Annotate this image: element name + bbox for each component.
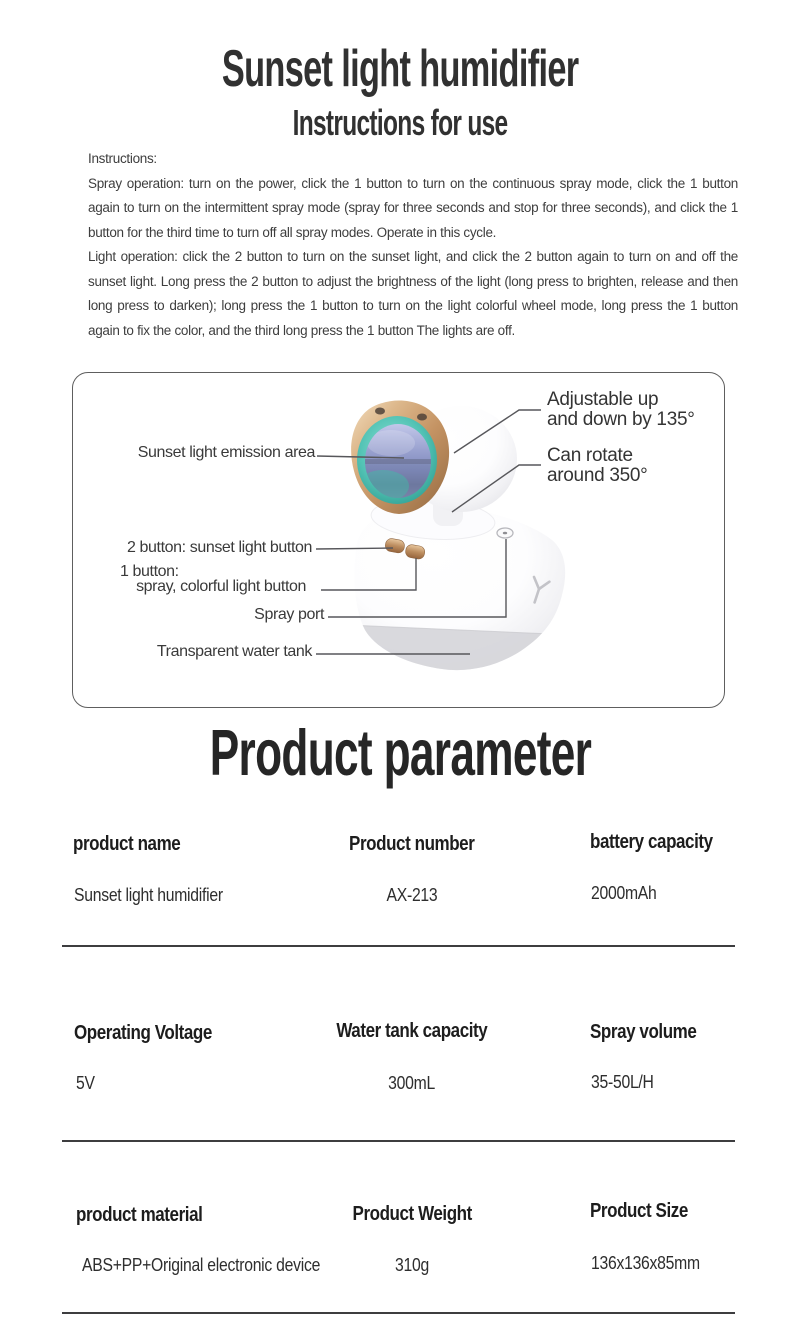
table-divider-2 <box>62 1140 735 1142</box>
label-adjustable: Adjustable up and down by 135° <box>547 389 695 430</box>
param-label-spray-volume: Spray volume <box>590 1021 697 1043</box>
label-water-tank: Transparent water tank <box>156 643 312 660</box>
param-value-spray-volume: 35-50L/H <box>591 1071 654 1092</box>
instructions-block <box>88 147 738 343</box>
callout-line-button2 <box>316 548 393 549</box>
label-emission-area: Sunset light emission area <box>137 444 315 461</box>
spray-port-hole <box>497 528 513 538</box>
product-diagram <box>72 372 725 708</box>
frame-screw-left <box>375 408 385 415</box>
instructions-paragraph-light: Light operation: click the 2 button to turn on the sunset light, and click the 2 button again to turn on and off the sunset light. Long press the 2 button to adjust the brightness of the light (long press to brighten, release and then long press to darken); long press the 1 button to turn on the light colorful wheel mode, long press the 1 button again to fix the color, and the third long press the 1 button The lights are off. <box>88 249 738 338</box>
param-value-operating-voltage: 5V <box>76 1072 95 1093</box>
page-title-text: Sunset light humidifier <box>221 40 579 98</box>
param-label-operating-voltage: Operating Voltage <box>74 1022 212 1044</box>
device-body <box>348 495 573 703</box>
param-value-product-number: AX-213 <box>386 884 438 905</box>
label-button1-title: 1 button: <box>120 563 179 580</box>
param-label-product-size: Product Size <box>590 1200 688 1222</box>
param-label-product-material: product material <box>76 1204 203 1226</box>
param-label-tank-capacity: Water tank capacity <box>336 1020 488 1042</box>
page-title <box>0 40 800 98</box>
instructions-paragraph-spray: Spray operation: turn on the power, click the 1 button to turn on the continuous spray mode, click the 1 button again to turn on the intermittent spray mode (spray for three seconds and stop for three seconds), and click the 1 button for the third time to turn off all spray modes. Operate in this cycle. <box>88 175 738 240</box>
frame-screw-right <box>417 414 427 421</box>
table-divider-1 <box>62 945 735 947</box>
page-subtitle-text: Instructions for use <box>292 102 508 143</box>
parameters-heading-text: Product parameter <box>209 716 591 789</box>
label-spray-port: Spray port <box>254 606 324 623</box>
param-value-tank-capacity: 300mL <box>388 1072 436 1093</box>
label-button1-desc: spray, colorful light button <box>136 578 306 595</box>
page-subtitle <box>0 102 800 144</box>
param-label-product-number: Product number <box>349 833 475 855</box>
param-label-product-weight: Product Weight <box>352 1203 472 1225</box>
param-value-product-weight: 310g <box>395 1254 429 1275</box>
label-rotate: Can rotate around 350° <box>547 445 648 486</box>
param-label-product-name: product name <box>73 833 181 855</box>
param-value-product-name: Sunset light humidifier <box>74 884 223 905</box>
label-button2: 2 button: sunset light button <box>127 539 312 556</box>
param-value-battery-capacity: 2000mAh <box>591 882 657 903</box>
param-value-product-size: 136x136x85mm <box>591 1252 700 1273</box>
water-tank <box>348 625 573 703</box>
instructions-heading: Instructions: <box>88 151 157 166</box>
parameters-heading <box>0 716 800 790</box>
param-label-battery-capacity: battery capacity <box>590 831 713 853</box>
table-divider-3 <box>62 1312 735 1314</box>
sunset-lens <box>357 416 437 504</box>
param-value-product-material: ABS+PP+Original electronic device <box>82 1254 321 1275</box>
